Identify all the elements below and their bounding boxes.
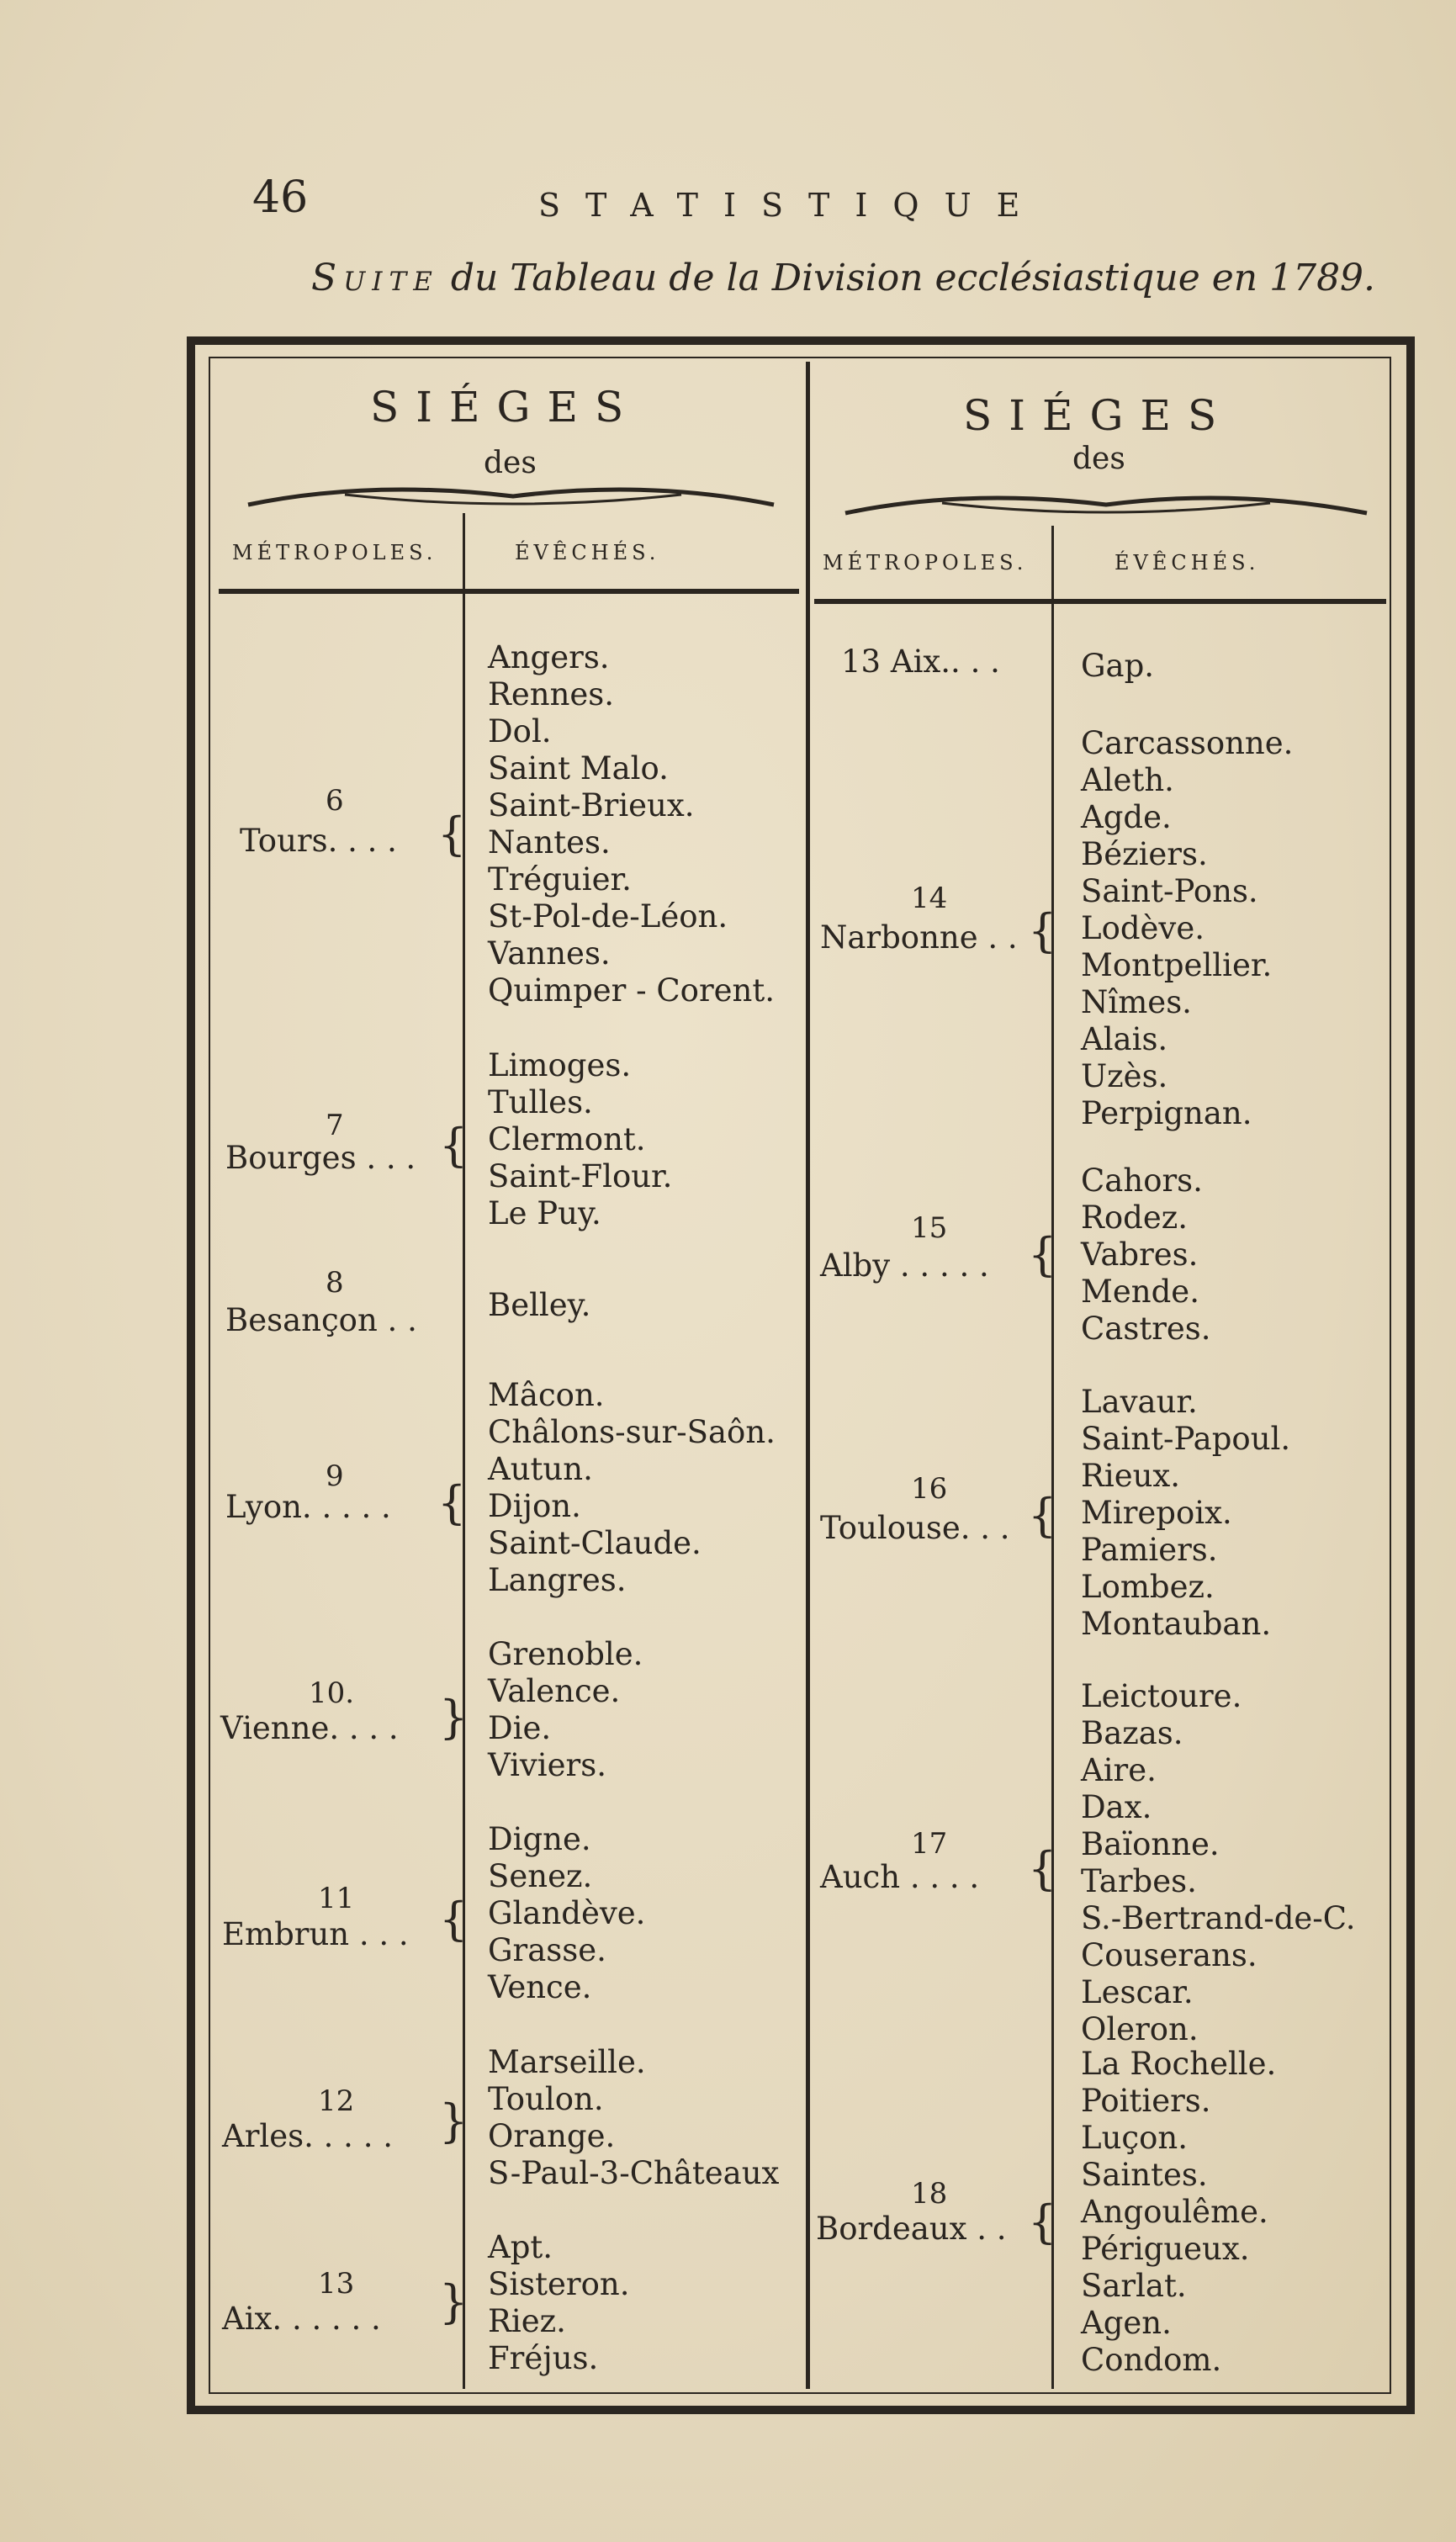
see-item: Mende. <box>1081 1274 1199 1310</box>
see-list <box>1081 725 1293 1132</box>
see-item: Die. <box>488 1710 552 1746</box>
see-list <box>1081 1384 1290 1643</box>
brace-icon: { <box>1028 2195 1057 2248</box>
see-item: Castres. <box>1081 1311 1211 1347</box>
right-col-divider <box>1051 526 1054 2389</box>
see-item: Dax. <box>1081 1789 1152 1825</box>
metro-number: 7 <box>326 1109 344 1142</box>
see-item: Le Puy. <box>488 1195 601 1231</box>
see-item: Dol. <box>488 713 552 749</box>
see-item: S-Paul-3-Châteaux <box>488 2155 780 2191</box>
metro-number: 15 <box>911 1211 948 1245</box>
metro-number: 6 <box>326 784 344 818</box>
metro-name: Toulouse. . . <box>820 1510 1010 1546</box>
metro-name: Vienne. . . . <box>220 1710 399 1746</box>
see-item: Nîmes. <box>1081 984 1192 1020</box>
see-item: Agen. <box>1081 2305 1172 2341</box>
see-item: Oleron. <box>1081 2011 1199 2047</box>
see-item: Tulles. <box>488 1084 593 1120</box>
right-des: des <box>1072 442 1125 476</box>
see-item: Condom. <box>1081 2342 1222 2378</box>
see-item: Senez. <box>488 1858 593 1894</box>
see-item: Leictoure. <box>1081 1678 1242 1714</box>
see-item: Lombez. <box>1081 1569 1215 1605</box>
see-item: Saint Malo. <box>488 750 669 786</box>
metro-number: 18 <box>911 2177 948 2211</box>
metro-number: 12 <box>318 2084 355 2118</box>
see-item: Périgueux. <box>1081 2231 1250 2267</box>
metro-name: Narbonne . . <box>820 919 1018 956</box>
see-list <box>1081 1678 1356 2048</box>
see-list <box>488 1821 645 2006</box>
see-list <box>1081 2046 1276 2379</box>
center-divider <box>806 362 810 2389</box>
see-item: Sarlat. <box>1081 2268 1187 2304</box>
brace-icon: } <box>439 2095 469 2147</box>
see-item: Perpignan. <box>1081 1095 1252 1131</box>
see-item: Glandève. <box>488 1895 646 1931</box>
see-item: Alais. <box>1081 1021 1168 1057</box>
metro-name: Aix. . . . . . <box>222 2301 381 2337</box>
left-des: des <box>484 446 537 480</box>
right-swash-ornament <box>841 488 1371 522</box>
see-item: Rennes. <box>488 676 615 712</box>
see-item: Couserans. <box>1081 1937 1257 1973</box>
see-item: Vabres. <box>1081 1237 1199 1273</box>
running-head: STATISTIQUE <box>538 187 1046 224</box>
see-item: Aire. <box>1081 1752 1157 1788</box>
brace-icon: { <box>437 808 467 861</box>
see-item: Vence. <box>488 1969 592 2005</box>
see-list <box>488 1377 776 1599</box>
see-item: Tarbes. <box>1081 1863 1197 1899</box>
brace-icon: { <box>437 1476 467 1529</box>
brace-icon: { <box>439 1119 469 1172</box>
see-list <box>488 2044 779 2192</box>
see-item: Autun. <box>488 1451 593 1487</box>
see-item: Grenoble. <box>488 1636 643 1672</box>
see-item: Luçon. <box>1081 2120 1188 2156</box>
metro-number: 10. <box>309 1676 355 1710</box>
see-item: S.-Bertrand-de-C. <box>1081 1900 1356 1936</box>
see-item: Nantes. <box>488 824 611 861</box>
see-item: Angers. <box>488 639 610 675</box>
see-item: Sisteron. <box>488 2266 630 2302</box>
see-item: Orange. <box>488 2118 616 2154</box>
see-item: Saint-Pons. <box>1081 873 1258 909</box>
metro-number: 14 <box>911 882 948 915</box>
see-item: Montauban. <box>1081 1606 1272 1642</box>
see-item: Pamiers. <box>1081 1532 1218 1568</box>
metro-name: Aix.. . . <box>890 643 1000 680</box>
see-item: Aleth. <box>1081 762 1174 798</box>
metro-name: Lyon. . . . . <box>225 1489 391 1525</box>
left-col-eveches: ÉVÊCHÉS. <box>515 541 660 564</box>
see-item: St-Pol-de-Léon. <box>488 898 728 935</box>
brace-icon: { <box>1028 1842 1057 1895</box>
see-item: Saint-Brieux. <box>488 787 695 824</box>
brace-icon: { <box>439 1893 469 1946</box>
metro-number: 17 <box>911 1827 948 1861</box>
see-list <box>488 639 775 1009</box>
see-item: Fréjus. <box>488 2340 599 2376</box>
metro-number: 8 <box>326 1266 344 1300</box>
left-swash-ornament <box>244 479 782 513</box>
see-item: Bazas. <box>1081 1715 1183 1751</box>
see-item: Toulon. <box>488 2081 604 2117</box>
see-item: Mâcon. <box>488 1377 605 1413</box>
see-item: Lavaur. <box>1081 1384 1198 1420</box>
metro-name: Tours. . . . <box>240 823 397 859</box>
see-item: Mirepoix. <box>1081 1495 1232 1531</box>
metro-name: Auch . . . . <box>820 1859 980 1895</box>
left-header-rule <box>219 589 799 594</box>
see-list <box>488 2229 630 2377</box>
see-item: Limoges. <box>488 1047 632 1083</box>
see-item: Riez. <box>488 2303 566 2339</box>
see-item: Baïonne. <box>1081 1826 1220 1862</box>
page-number: 46 <box>252 172 309 223</box>
metro-number: 13 <box>318 2267 355 2301</box>
right-col-metropoles: MÉTROPOLES. <box>823 551 1028 575</box>
see-item: Digne. <box>488 1821 591 1857</box>
right-header-rule <box>814 599 1386 604</box>
see-list <box>1081 648 1154 685</box>
subtitle-rest: du Tableau de la Division ecclésiastique en 1789. <box>438 257 1376 299</box>
see-item: Cahors. <box>1081 1162 1203 1199</box>
see-item: Carcassonne. <box>1081 725 1294 761</box>
metro-name: Bourges . . . <box>225 1140 416 1176</box>
metro-name: Arles. . . . . <box>222 2118 393 2154</box>
metro-number: 13 <box>841 643 882 680</box>
brace-icon: { <box>1028 1228 1057 1281</box>
metro-name: Alby . . . . . <box>820 1247 989 1284</box>
see-item: Langres. <box>488 1562 627 1598</box>
see-item: Saint-Flour. <box>488 1158 673 1194</box>
see-item: La Rochelle. <box>1081 2046 1277 2082</box>
right-title: SIÉGES <box>963 391 1234 440</box>
see-item: Poitiers. <box>1081 2083 1211 2119</box>
left-col-metropoles: MÉTROPOLES. <box>232 541 437 564</box>
see-item: Châlons-sur-Saôn. <box>488 1414 776 1450</box>
see-item: Saintes. <box>1081 2157 1208 2193</box>
see-item: Dijon. <box>488 1488 581 1524</box>
see-item: Valence. <box>488 1673 621 1709</box>
left-title: SIÉGES <box>370 383 641 432</box>
see-item: Viviers. <box>488 1747 606 1783</box>
metro-name: Besançon . . <box>225 1302 417 1338</box>
see-item: Rieux. <box>1081 1458 1181 1494</box>
see-list <box>1081 1162 1211 1348</box>
metro-name: Bordeaux . . <box>816 2211 1007 2247</box>
metro-number-name <box>841 643 1000 680</box>
table-subtitle <box>311 257 1375 299</box>
see-item: Grasse. <box>488 1932 606 1968</box>
see-item: Quimper - Corent. <box>488 972 776 1009</box>
brace-icon: { <box>1028 904 1057 957</box>
metro-name: Embrun . . . <box>222 1916 409 1952</box>
see-item: Montpellier. <box>1081 947 1273 983</box>
see-item: Saint-Papoul. <box>1081 1421 1291 1457</box>
see-item: Gap. <box>1081 648 1155 684</box>
see-item: Rodez. <box>1081 1200 1188 1236</box>
subtitle-lead: Suite <box>311 257 439 299</box>
see-list <box>488 1287 590 1324</box>
right-col-eveches: ÉVÊCHÉS. <box>1115 551 1260 575</box>
see-item: Apt. <box>488 2229 553 2265</box>
metro-number: 11 <box>318 1882 355 1915</box>
see-item: Agde. <box>1081 799 1172 835</box>
see-item: Lodève. <box>1081 910 1205 946</box>
see-item: Marseille. <box>488 2044 646 2080</box>
brace-icon: { <box>1028 1489 1057 1542</box>
see-item: Béziers. <box>1081 836 1208 872</box>
see-item: Belley. <box>488 1287 591 1323</box>
metro-number: 16 <box>911 1472 948 1506</box>
see-item: Clermont. <box>488 1121 646 1157</box>
see-item: Uzès. <box>1081 1058 1168 1094</box>
brace-icon: } <box>439 2275 469 2328</box>
brace-icon: } <box>439 1691 469 1744</box>
see-item: Angoulême. <box>1081 2194 1268 2230</box>
see-item: Lescar. <box>1081 1974 1194 2010</box>
metro-number: 9 <box>326 1459 344 1493</box>
see-item: Saint-Claude. <box>488 1525 702 1561</box>
see-item: Tréguier. <box>488 861 632 898</box>
see-item: Vannes. <box>488 935 611 972</box>
see-list <box>488 1047 672 1232</box>
see-list <box>488 1636 643 1784</box>
